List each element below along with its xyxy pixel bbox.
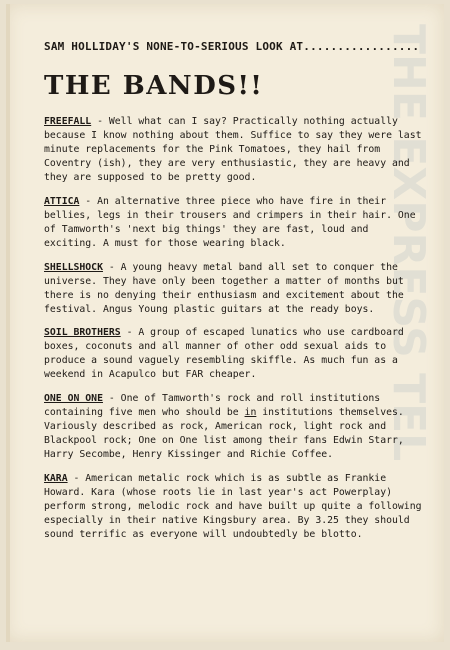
band-description-continued: institutions themselves. Variously described as rock, American rock, light rock and Blackpool rock; One on One list among their fans Edwin Starr, Harry Secombe, Henry Kissinger and Richie Coffee. bbox=[44, 407, 404, 461]
article-title: THE BANDS!! bbox=[44, 71, 264, 101]
band-name: KARA bbox=[44, 472, 68, 484]
article bbox=[44, 4, 424, 550]
band-description: - One of Tamworth's rock and roll institutions containing five men who should be bbox=[44, 393, 381, 419]
band-entry-soil-brothers bbox=[44, 326, 424, 382]
band-entry-kara bbox=[44, 472, 424, 542]
band-description: - Well what can I say? Practically nothing actually because I know nothing about them. Suffice to say they were last minute replacements for the Pink Tomatoes, they hail from Coventry (ish), they are very enthusiastic, they are heavy and they are supposed to be pretty good. bbox=[44, 116, 422, 183]
article-byline: SAM HOLLIDAY'S NONE-TO-SERIOUS LOOK AT................. bbox=[44, 40, 420, 53]
band-entry-freefall bbox=[44, 115, 424, 185]
band-name: SOIL BROTHERS bbox=[44, 327, 121, 339]
band-description: - An alternative three piece who have fire in their bellies, legs in their trousers and crimpers in their hair. One of Tamworth's 'next big things' they are fast, loud and exciting. A must for those wearing black. bbox=[44, 195, 416, 249]
band-entry-attica bbox=[44, 195, 424, 251]
band-entry-shellshock bbox=[44, 261, 424, 317]
band-description: - American metalic rock which is as subtle as Frankie Howard. Kara (whose roots lie in last year's act Powerplay) perform strong, melodic rock and have built up quite a following especially in their native Kingsbury area. By 3.25 they should sound terrific as everyone will undoubtedly be blotto. bbox=[44, 472, 422, 540]
band-name: FREEFALL bbox=[44, 116, 92, 127]
band-description: - A group of escaped lunatics who use cardboard boxes, coconuts and all manner of other odd sexual aids to produce a sound vaguely resembling skiffle. As much fun as a weekend in Acapulco but FAR cheaper. bbox=[44, 327, 404, 381]
band-description: - A young heavy metal band all set to conquer the universe. They have only been together a matter of months but there is no denying their enthusiasm and excitement about the festival. Angus Young plastic guitars at the ready boys. bbox=[44, 261, 404, 315]
emphasis-word: in bbox=[244, 407, 257, 419]
band-entry-one-on-one bbox=[44, 392, 424, 462]
document-page bbox=[6, 4, 444, 642]
band-name: ATTICA bbox=[44, 195, 80, 207]
show-through-watermark: THE EXPRESS TEL bbox=[383, 24, 434, 462]
band-name: ONE ON ONE bbox=[44, 393, 103, 405]
band-name: SHELLSHOCK bbox=[44, 261, 103, 273]
page-edge bbox=[6, 4, 10, 642]
